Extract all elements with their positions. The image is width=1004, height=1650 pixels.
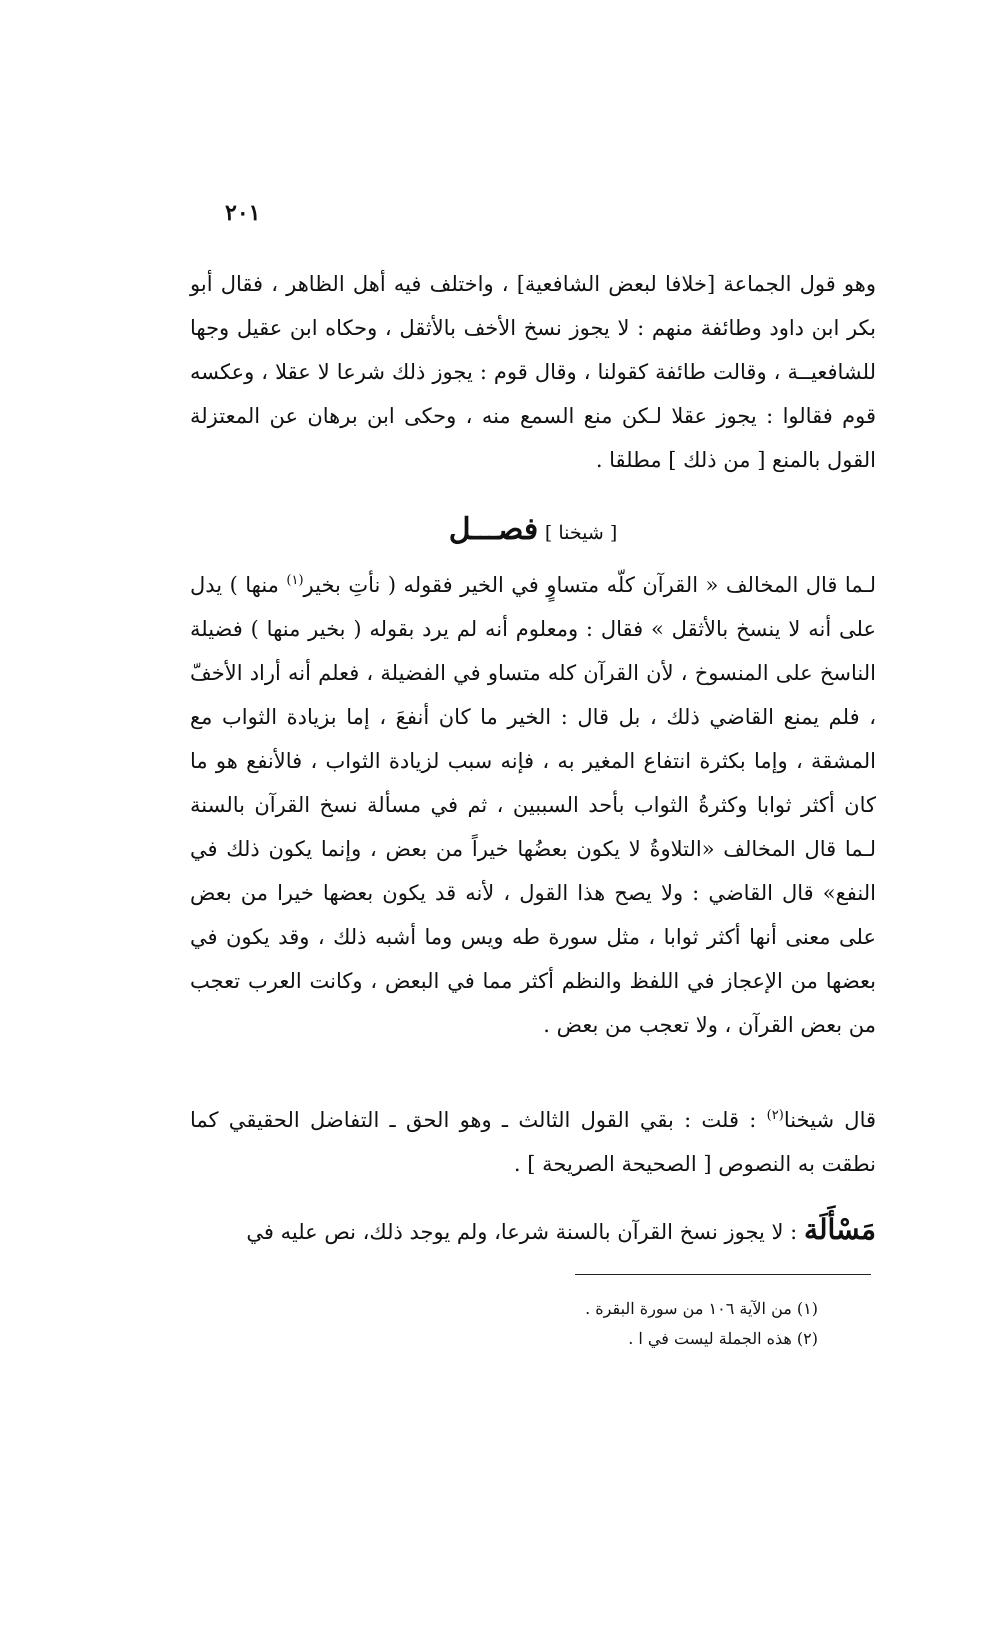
paragraph-3 <box>190 1098 876 1186</box>
footnote-1: (١) من الآية ١٠٦ من سورة البقرة . <box>585 1299 818 1318</box>
masala-text: : لا يجوز نسخ القرآن بالسنة شرعا، ولم يوجد ذلك، نص عليه في <box>246 1220 804 1244</box>
paragraph-1-text: وهو قول الجماعة [خلافا لبعض الشافعية] ، واختلف فيه أهل الظاهر ، فقال أبو بكر ابن داود وطائفة منهم : لا يجوز نسخ الأخف بالأثقل ، وحكاه ابن عقيل وجها للشافعيــة ، وقالت طائفة كقولنا ، وقال قوم : يجوز ذلك شرعا لا عقلا ، وعكسه قوم فقالوا : يجوز عقلا لـكن منع السمع منه ، وحكى ابن برهان عن المعتزلة القول بالمنع [ من ذلك ] مطلقا . <box>190 272 876 472</box>
footnote-ref-1: (١) <box>286 573 304 588</box>
masala-heading-word: مَسْأَلَة <box>803 1213 876 1246</box>
section-heading-word: فصـــل <box>448 512 539 547</box>
paragraph-3-text-start: قال شيخنا <box>783 1108 877 1132</box>
paragraph-2-text-end: منها ) يدل على أنه لا ينسخ بالأثقل » فقال : ومعلوم أنه لم يرد بقوله ( بخير منها ) فضيلة الناسخ على المنسوخ ، لأن القرآن كله متساو في الفضيلة ، فعلم أنه أراد الأخفّ ، فلم يمنع القاضي ذلك ، بل قال : الخير ما كان أنفعَ ، إما بزيادة الثواب مع المشقة ، وإما بكثرة انتفاع المغير به ، فإنه سبب لزيادة الثواب ، فالأنفع هو ما كان أكثر ثوابا وكثرةُ الثواب بأحد السببين ، ثم في مسألة نسخ القرآن بالسنة لـما قال المخالف «التلاوةُ لا يكون بعضُها خيراً من بعض ، وإنما يكون ذلك في النفع» قال القاضي : ولا يصح هذا القول ، لأنه قد يكون بعضها خيرا من بعض على معنى أنها أكثر ثوابا ، مثل سورة طه ويس وما أشبه ذلك ، وقد يكون في بعضها من الإعجاز في اللفظ والنظم أكثر مما في البعض ، وكانت العرب تعجب من بعض القرآن ، ولا تعجب من بعض . <box>190 573 876 1037</box>
paragraph-3-text-end: : قلت : بقي القول الثالث ـ وهو الحق ـ التفاضل الحقيقي كما نطقت به النصوص [ الصحيحة الصريحة ] . <box>190 1108 876 1176</box>
footnote-divider <box>575 1274 871 1275</box>
masala-line <box>190 1208 876 1254</box>
page-number: ٢٠١ <box>225 200 261 226</box>
footnote-2: (٢) هذه الجملة ليست في ا . <box>628 1329 818 1348</box>
section-heading <box>190 510 876 553</box>
section-heading-bracket: [ شيخنا ] <box>544 522 618 544</box>
paragraph-2 <box>190 563 876 1047</box>
paragraph-2-text <box>190 563 876 1047</box>
footnote-ref-2: (٢) <box>766 1108 784 1123</box>
paragraph-3-text <box>190 1098 876 1186</box>
footnotes <box>450 1294 818 1354</box>
paragraph-1 <box>190 262 876 482</box>
paragraph-2-text-start: لـما قال المخالف « القرآن كلّه متساوٍ في الخير فقوله ( نأتِ بخير <box>303 573 877 597</box>
